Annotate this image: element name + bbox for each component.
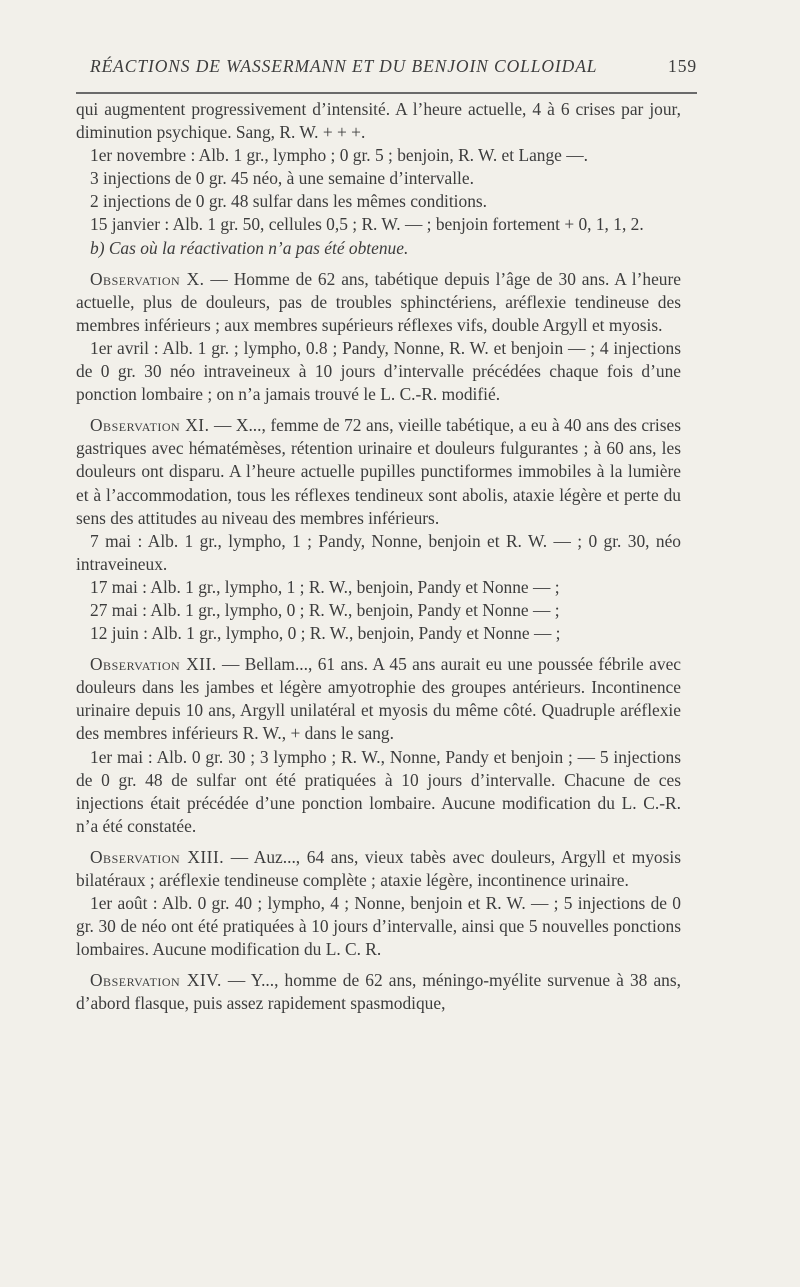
observation-label: Observation XI.: [90, 415, 210, 436]
paragraph-3: [76, 167, 681, 190]
header-rule: [76, 92, 697, 94]
observation-text: — Homme de 62 ans, tabétique depuis l’âge de 30 ans. A l’heure actuelle, plus de douleurs, pas de troubles sphinctériens, aréflexie tendineuse des membres inférieurs ; aux membres supérieurs réflexes vifs, double Argyll et myosis.: [76, 268, 681, 335]
paragraph-15: [76, 746, 681, 838]
paragraph-text: 1er août : Alb. 0 gr. 40 ; lympho, 4 ; Nonne, benjoin et R. W. — ; 5 injections de 0 gr. 30 de néo ont été pratiquées à 10 jours d’intervalle, ainsi que 5 nouvelles ponctions lombaires. Aucune modification du L. C. R.: [76, 893, 681, 960]
paragraph-text: 7 mai : Alb. 1 gr., lympho, 1 ; Pandy, Nonne, benjoin et R. W. — ; 0 gr. 30, néo intraveineux.: [76, 530, 681, 574]
running-header: [76, 56, 697, 86]
observation-text: — X..., femme de 72 ans, vieille tabétique, a eu à 40 ans des crises gastriques avec hématémèses, rétention urinaire et douleurs fulgurantes ; à 60 ans, les douleurs ont disparu. A l’heure actuelle pupilles punctiformes immobiles à la lumière et à l’accommodation, tous les réflexes tendineux sont abolis, ataxie légère et perte du sens des attitudes au niveau des membres inférieurs.: [76, 415, 681, 528]
paragraph-text: 1er mai : Alb. 0 gr. 30 ; 3 lympho ; R. W., Nonne, Pandy et benjoin ; — 5 injections de 0 gr. 48 de sulfar ont été pratiquées à 10 jours d’intervalle. Chacune de ces injections était précédée d’une ponction lombaire. Aucune modification du L. C.-R. n’a été constatée.: [76, 746, 681, 836]
paragraph-2: [76, 144, 681, 167]
observation-xiii: [76, 846, 681, 892]
paragraph-text: 2 injections de 0 gr. 48 sulfar dans les mêmes conditions.: [90, 191, 488, 212]
subheading-text: b) Cas où la réactivation n’a pas été obtenue.: [90, 237, 409, 258]
paragraph-8: [76, 337, 681, 406]
observation-label: Observation XII.: [90, 654, 217, 675]
paragraph-text: 27 mai : Alb. 1 gr., lympho, 0 ; R. W., benjoin, Pandy et Nonne — ;: [90, 599, 560, 620]
section-subheading: [76, 237, 681, 260]
observation-xiv: [76, 969, 681, 1015]
page-number: 159: [668, 56, 697, 76]
paragraph-12: [76, 599, 681, 622]
observation-xii: [76, 653, 681, 745]
paragraph-5: [76, 213, 681, 236]
paragraph-4: [76, 190, 681, 213]
paragraph-1: [76, 98, 681, 144]
observation-label: Observation XIII.: [90, 846, 225, 867]
paragraph-text: qui augmentent progressivement d’intensité. A l’heure actuelle, 4 à 6 crises par jour, diminution psychique. Sang, R. W. + + +.: [76, 99, 681, 143]
paragraph-text: 15 janvier : Alb. 1 gr. 50, cellules 0,5 ; R. W. — ; benjoin fortement + 0, 1, 1, 2.: [90, 214, 644, 235]
paragraph-text: 1er novembre : Alb. 1 gr., lympho ; 0 gr. 5 ; benjoin, R. W. et Lange —.: [90, 145, 588, 166]
observation-text: — Auz..., 64 ans, vieux tabès avec douleurs, Argyll et myosis bilatéraux ; aréflexie tendineuse complète ; ataxie légère, incontinence urinaire.: [76, 846, 681, 890]
paragraph-13: [76, 622, 681, 645]
observation-xi: [76, 414, 681, 529]
observation-label: Observation X.: [90, 268, 205, 289]
observation-label: Observation XIV.: [90, 970, 222, 991]
page-body: [76, 98, 681, 1016]
observation-text: — Y..., homme de 62 ans, méningo-myélite survenue à 38 ans, d’abord flasque, puis assez rapidement spasmodique,: [76, 970, 681, 1014]
paragraph-10: [76, 530, 681, 576]
paragraph-text: 3 injections de 0 gr. 45 néo, à une semaine d’intervalle.: [90, 168, 474, 189]
paragraph-text: 17 mai : Alb. 1 gr., lympho, 1 ; R. W., benjoin, Pandy et Nonne — ;: [90, 576, 560, 597]
running-title: RÉACTIONS DE WASSERMANN ET DU BENJOIN COLLOIDAL: [90, 56, 598, 76]
paragraph-17: [76, 892, 681, 961]
observation-x: [76, 268, 681, 337]
paragraph-11: [76, 576, 681, 599]
paragraph-text: 1er avril : Alb. 1 gr. ; lympho, 0.8 ; Pandy, Nonne, R. W. et benjoin — ; 4 injections de 0 gr. 30 néo intraveineux à 10 jours d’intervalle précédées chaque fois d’une ponction lombaire ; on n’a jamais trouvé le L. C.-R. modifié.: [76, 337, 681, 405]
paragraph-text: 12 juin : Alb. 1 gr., lympho, 0 ; R. W., benjoin, Pandy et Nonne — ;: [90, 623, 561, 644]
observation-text: — Bellam..., 61 ans. A 45 ans aurait eu une poussée fébrile avec douleurs dans les jambes et légère amyotrophie des groupes antérieurs. Incontinence urinaire depuis 10 ans, Argyll unilatéral et myosis du même côté. Quadruple aréflexie des membres inférieurs R. W., + dans le sang.: [76, 654, 682, 744]
